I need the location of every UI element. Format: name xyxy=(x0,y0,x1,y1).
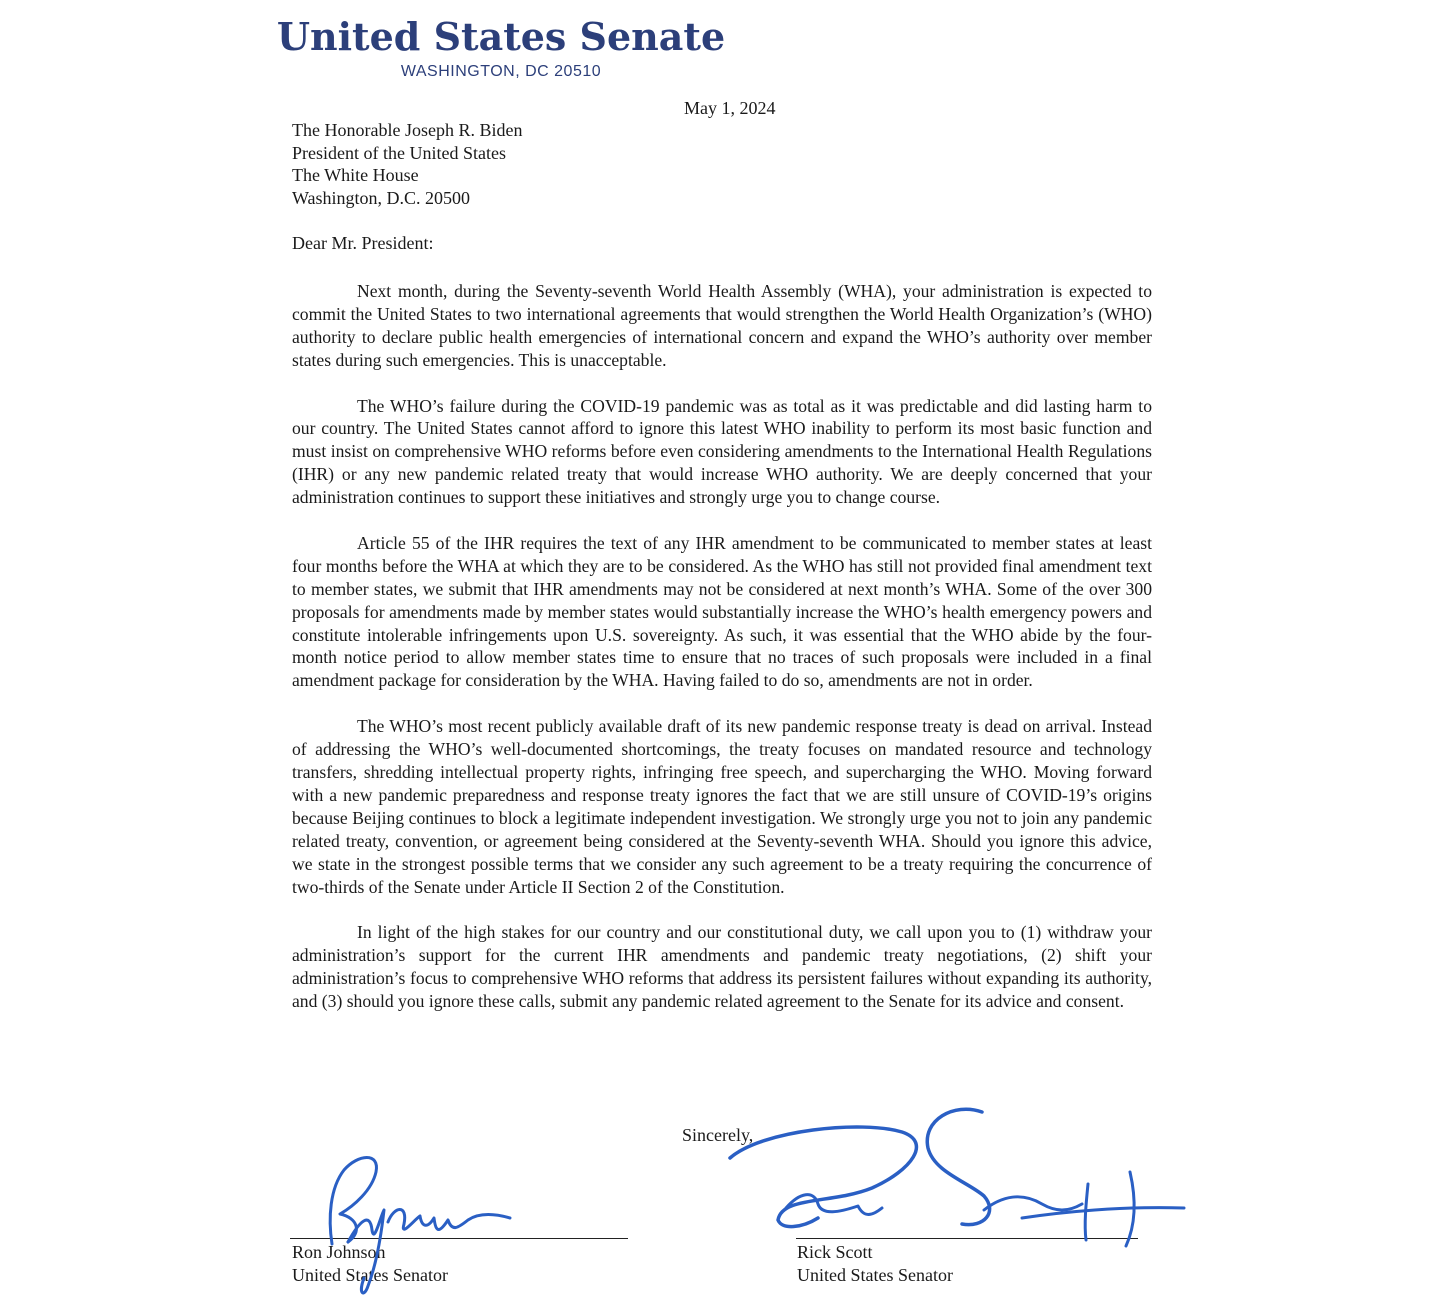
letterhead-institution: United States Senate xyxy=(276,14,726,59)
signature-right xyxy=(722,1100,1192,1260)
signer-title: United States Senator xyxy=(797,1265,953,1285)
signer-name: Ron Johnson xyxy=(292,1242,386,1262)
addressee-block xyxy=(292,119,522,209)
body-paragraph: Next month, during the Seventy-seventh World Health Assembly (WHA), your administration is expected to commit the United States to two international agreements that would strengthen the World Health Organization’s (WHO) authority to declare public health emergencies of international concern and expand the WHO’s authority over member states during such emergencies. This is unacceptable. xyxy=(292,281,1152,370)
body-paragraph: Article 55 of the IHR requires the text of any IHR amendment to be communicated to member states at least four months before the WHA at which they are to be considered. As the WHO has still not provided final amendment text to member states, we submit that IHR amendments may not be considered at next month’s WHA. Some of the over 300 proposals for amendments made by member states would substantially increase the WHO’s health emergency powers and constitute intolerable infringements upon U.S. sovereignty. As such, it was essential that the WHO abide by the four-month notice period to allow member states time to ensure that no traces of such proposals were included in a final amendment package for consideration by the WHA. Having failed to do so, amendments are not in order. xyxy=(292,532,1152,691)
addressee-line: Washington, D.C. 20500 xyxy=(292,187,471,208)
signer-block-left xyxy=(292,1241,448,1287)
letter-date: May 1, 2024 xyxy=(684,98,776,118)
letterhead-address: WASHINGTON, DC 20510 xyxy=(400,63,602,80)
addressee-line: The Honorable Joseph R. Biden xyxy=(292,120,523,140)
body-paragraph: In light of the high stakes for our country and our constitutional duty, we call upon you to (1) withdraw your administration’s support for the current IHR amendments and pandemic treaty negotiations, (2) shift your administration’s focus to comprehensive WHO reforms that address its persistent failures without expanding its authority, and (3) should you ignore these calls, submit any pandemic related agreement to the Senate for its advice and consent. xyxy=(292,922,1152,1012)
signer-name: Rick Scott xyxy=(797,1242,873,1262)
signature-line-right xyxy=(796,1238,1138,1239)
signer-block-right xyxy=(797,1241,953,1287)
salutation: Dear Mr. President: xyxy=(292,233,434,253)
signer-title: United States Senator xyxy=(292,1265,448,1285)
closing: Sincerely, xyxy=(682,1125,754,1145)
body-paragraph: The WHO’s failure during the COVID-19 pandemic was as total as it was predictable and did lasting harm to our country. The United States cannot afford to ignore this latest WHO inability to perform its most basic function and must insist on comprehensive WHO reforms before even considering amendments to the International Health Regulations (IHR) or any new pandemic related treaty that would increase WHO authority. We are deeply concerned that your administration continues to support these initiatives and strongly urge you to change course. xyxy=(292,395,1152,508)
addressee-line: President of the United States xyxy=(292,142,506,163)
signature-line-left xyxy=(290,1238,628,1239)
letter-body xyxy=(292,280,1152,1036)
letterhead xyxy=(0,14,1456,82)
body-paragraph: The WHO’s most recent publicly available draft of its new pandemic response treaty is dead on arrival. Instead of addressing the WHO’s well-documented shortcomings, the treaty focuses on mandated resource and technology transfers, shredding intellectual property rights, infringing free speech, and supercharging the WHO. Moving forward with a new pandemic preparedness and response treaty ignores the fact that we are still unsure of COVID-19’s origins because Beijing continues to block a legitimate independent investigation. We strongly urge you not to join any pandemic related treaty, convention, or agreement being considered at the Seventy-seventh WHA. Should you ignore this advice, we state in the strongest possible terms that we consider any such agreement to be a treaty requiring the concurrence of two-thirds of the Senate under Article II Section 2 of the Constitution. xyxy=(292,716,1152,897)
addressee-line: The White House xyxy=(292,165,419,186)
